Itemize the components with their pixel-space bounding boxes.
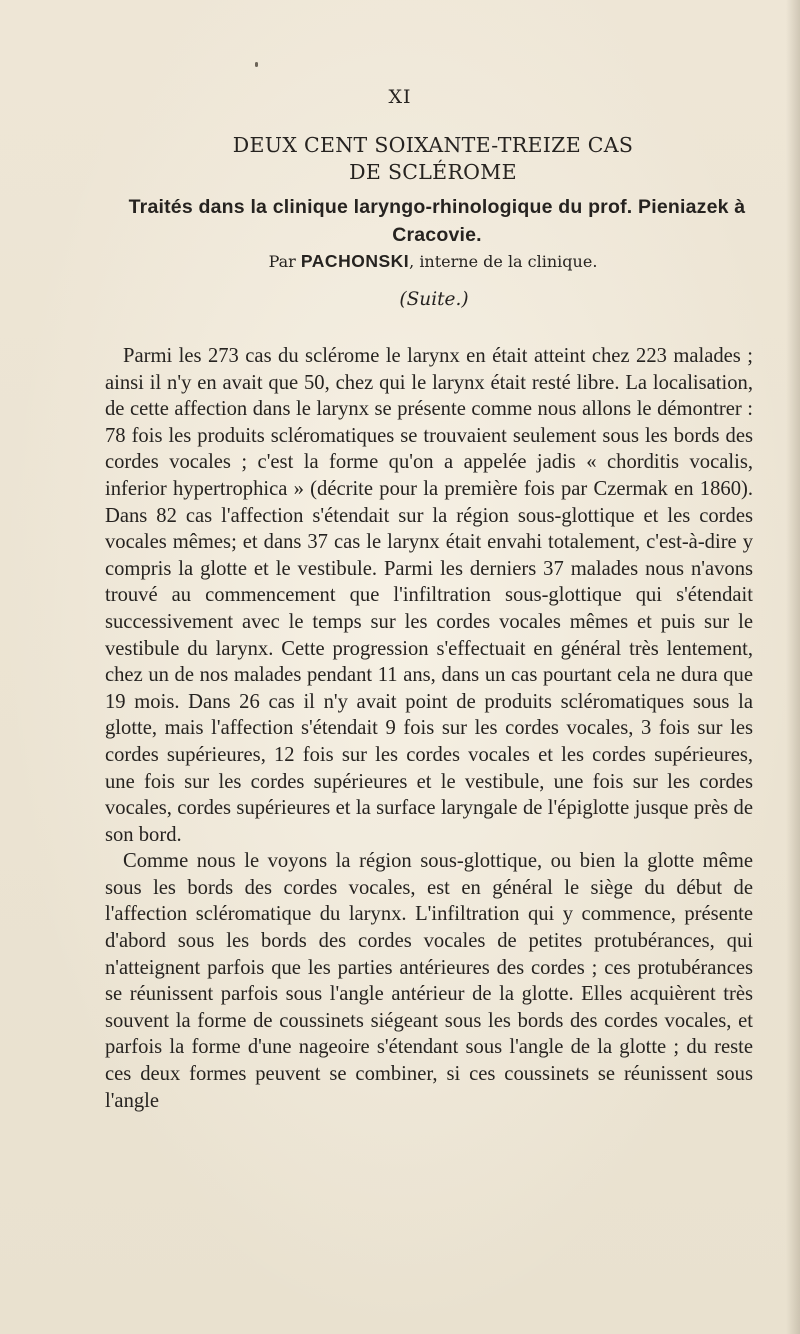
byline-prefix: Par <box>268 252 296 271</box>
byline <box>0 251 800 272</box>
paragraph: Parmi les 273 cas du sclérome le larynx en était atteint chez 223 malades ; ainsi il n'y en avait que 50, chez qui le larynx était resté libre. La localisation, de cette affection dans le larynx se présente comme nous allons le démontrer : 78 fois les produits scléromatiques se trouvaient seulement sous les bords des cordes vocales ; c'est la forme qu'on a appelée jadis « chorditis vocalis, inferior hypertrophica » (décrite pour la première fois par Czermak en 1860). Dans 82 cas l'affection s'étendait sur la région sous-glottique et les cordes vocales mêmes; et dans 37 cas le larynx était envahi totalement, c'est-à-dire y compris la glotte et le vestibule. Parmi les derniers 37 malades nous n'avons trouvé au commencement que l'infiltration sous-glottique qui s'étendait successivement avec le temps sur les cordes vocales mêmes et puis sur le vestibule du larynx. Cette progression s'effectuait en général très lentement, chez un de nos malades pendant 11 ans, dans un cas pourtant cela ne dura que 19 mois. Dans 26 cas il n'y avait point de produits scléromatiques sous la glotte, mais l'affection s'étendait 9 fois sur les cordes vocales, 3 fois sur les cordes supérieures, 12 fois sur les cordes vocales et les cordes supérieures, une fois sur les cordes supérieures et le vestibule, une fois sur les cordes vocales, cordes supérieures et la surface laryngale de l'épiglotte jusque près de son bord. <box>105 345 753 846</box>
ink-speck <box>255 62 258 67</box>
paragraph: Comme nous le voyons la région sous-glottique, ou bien la glotte même sous les bords des cordes vocales, est en général le siège du début de l'affection scléromatique du larynx. L'infiltration qui y commence, présente d'abord sous les bords des cordes vocales de petites protubérances, qui n'atteignent parfois que les parties antérieures des cordes ; ces protubérances se réunissent parfois sous l'angle antérieur de la glotte. Elles acquièrent très souvent la forme de coussinets siégeant sous les bords des cordes vocales, et parfois la forme d'une nageoire s'étendant sous l'angle de la glotte ; du reste ces deux formes peuvent se combiner, si ces coussinets se réunissent sous l'angle <box>105 850 753 1112</box>
continuation-note: (Suite.) <box>399 289 469 310</box>
page-edge-shadow <box>786 0 800 1334</box>
article-body <box>105 343 753 1114</box>
author-name: PACHONSKI <box>300 251 410 271</box>
chapter-number: XI <box>388 86 412 108</box>
byline-suffix: , interne de la clinique. <box>409 252 598 271</box>
article-subtitle: Traités dans la clinique laryngo-rhinologique du prof. Pieniazek à Cracovie. <box>128 196 746 246</box>
article-title-line-1: DEUX CENT SOIXANTE-TREIZE CAS <box>232 133 634 157</box>
article-title-line-2: DE SCLÉROME <box>349 160 517 184</box>
